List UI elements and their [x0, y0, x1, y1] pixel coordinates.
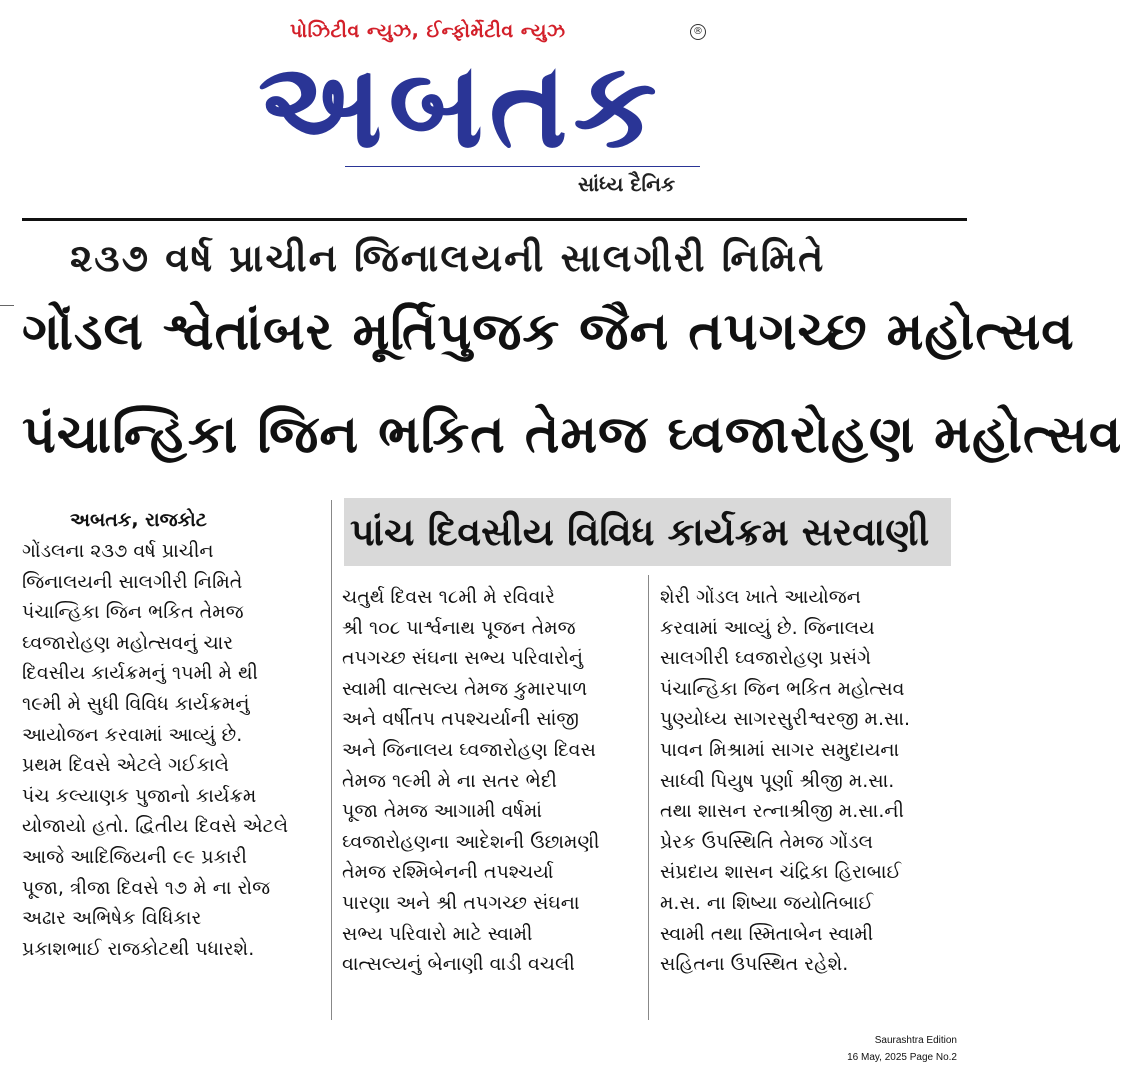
body-line: સભ્ય પરિવારો માટે સ્વામી [342, 922, 533, 945]
body-line: શ્રી ૧૦૮ પાર્શ્વનાથ પૂજન તેમજ [342, 616, 576, 639]
masthead-tagline: પોઝિટીવ ન્યુઝ, ઈન્ફોર્મેટીવ ન્યુઝ [290, 20, 566, 42]
body-line: પૂજા, ત્રીજા દિવસે ૧૭ મે ના રોજ [22, 876, 271, 899]
body-line: પ્રેરક ઉપસ્થિતિ તેમજ ગોંડલ [660, 830, 873, 853]
column-divider-1 [331, 500, 332, 1020]
margin-tick [0, 305, 14, 306]
body-line: દિવસીય કાર્યક્રમનું ૧૫મી મે થી [22, 662, 258, 685]
body-line: પાવન મિશ્રામાં સાગર સમુદાયના [660, 738, 900, 761]
body-line: ચતુર્થ દિવસ ૧૮મી મે રવિવારે [342, 586, 555, 608]
body-line: પારણા અને શ્રી તપગચ્છ સંઘના [342, 891, 580, 914]
body-line: પંચાન્હિકા જિન ભકિત મહોત્સવ [660, 677, 905, 700]
body-line: ઘ્વજારોહણ મહોત્સવનું ચાર [22, 631, 234, 654]
article-column-1 [22, 536, 322, 964]
body-line: પ્રકાશભાઈ રાજકોટથી પધારશે. [22, 937, 255, 960]
header-divider [22, 218, 967, 221]
body-line: આયોજન કરવામાં આવ્યું છે. [22, 723, 243, 746]
body-line: આજે આદિજિયની ૯૯ પ્રકારી [22, 845, 247, 868]
body-line: તેમજ રશ્મિબેનની તપશ્ચર્યા [342, 861, 554, 884]
body-line: અઢાર અભિષેક વિધિકાર [22, 907, 202, 930]
body-line: તેમજ ૧૯મી મે ના સતર ભેદી [342, 769, 557, 792]
newspaper-logo: અબતક [258, 36, 663, 174]
body-line: ઘ્વજારોહણના આદેશની ઉછામણી [342, 830, 600, 853]
column-divider-2 [648, 575, 649, 1020]
edition-info [847, 1032, 957, 1066]
body-line: સહિતના ઉપસ્થિત રહેશે. [660, 953, 849, 976]
masthead [0, 0, 967, 225]
article-dateline: અબતક, રાજકોટ [70, 509, 207, 531]
body-line: વાત્સલ્યનું બેનાણી વાડી વચલી [342, 953, 575, 976]
body-line: મ.સ. ના શિષ્યા જયોતિબાઈ [660, 891, 874, 914]
body-line: સાલગીરી ઘ્વજારોહણ પ્રસંગે [660, 647, 872, 670]
headline-line-2: પંચાન્હિકા જિન ભકિત તેમજ ઘ્વજારોહણ મહોત્સવ [22, 405, 1122, 465]
body-line: ૧૯મી મે સુધી વિવિધ કાર્યક્રમનું [22, 692, 250, 715]
body-line: પુણ્યોધ્ય સાગરસુરીશ્વરજી મ.સા. [660, 708, 911, 731]
body-line: પૂજા તેમજ આગામી વર્ષમાં [342, 800, 542, 823]
body-line: સાધ્વી પિયુષ પૂર્ણા શ્રીજી મ.સા. [660, 769, 895, 792]
article-column-2 [342, 582, 642, 980]
body-line: પંચાન્હિકા જિન ભકિત તેમજ [22, 601, 244, 624]
body-line: પ્રથમ દિવસે એટલે ગઈકાલે [22, 754, 230, 777]
body-line: અને જિનાલય ઘ્વજારોહણ દિવસ [342, 738, 596, 761]
body-line: શેરી ગોંડલ ખાતે આયોજન [660, 586, 861, 608]
edition-name: Saurashtra Edition [874, 1035, 957, 1046]
body-line: કરવામાં આવ્યું છે. જિનાલય [660, 616, 875, 639]
body-line: સ્વામી વાત્સલ્ય તેમજ કુમારપાળ [342, 677, 588, 700]
body-line: સ્વામી તથા સ્મિતાબેન સ્વામી [660, 922, 874, 945]
body-line: તથા શાસન રત્નાશ્રીજી મ.સા.ની [660, 800, 904, 823]
article-kicker: ૨૩૭ વર્ષ પ્રાચીન જિનાલયની સાલગીરી નિમિતે [70, 236, 826, 280]
registered-mark: ® [690, 24, 706, 40]
headline-line-1: ગોંડલ શ્વેતાંબર મૂર્તિપુજક જૈન તપગચ્છ મહોત્સવ [22, 302, 1075, 362]
body-line: અને વર્ષીતપ તપશ્ચર્યાની સાંજી [342, 708, 579, 731]
article-column-3 [660, 582, 960, 980]
article-subhead: પાંચ દિવસીય વિવિધ કાર્યક્રમ સરવાણી [350, 510, 930, 554]
body-line: સંપ્રદાય શાસન ચંદ્રિકા હિરાબાઈ [660, 861, 902, 884]
masthead-subtitle: સાંધ્ય દૈનિક [578, 172, 676, 196]
edition-date-page: 16 May, 2025 Page No.2 [847, 1052, 957, 1063]
body-line: તપગચ્છ સંઘના સભ્ય પરિવારોનું [342, 647, 584, 670]
body-line: જિનાલયની સાલગીરી નિમિતે [22, 570, 243, 593]
body-line: પંચ કલ્યાણક પુજાનો કાર્યક્રમ [22, 784, 257, 807]
logo-underline [345, 166, 700, 167]
body-line: યોજાયો હતો. દ્વિતીય દિવસે એટલે [22, 815, 289, 838]
body-line: ગોંડલના ૨૩૭ વર્ષ પ્રાચીન [22, 540, 214, 562]
